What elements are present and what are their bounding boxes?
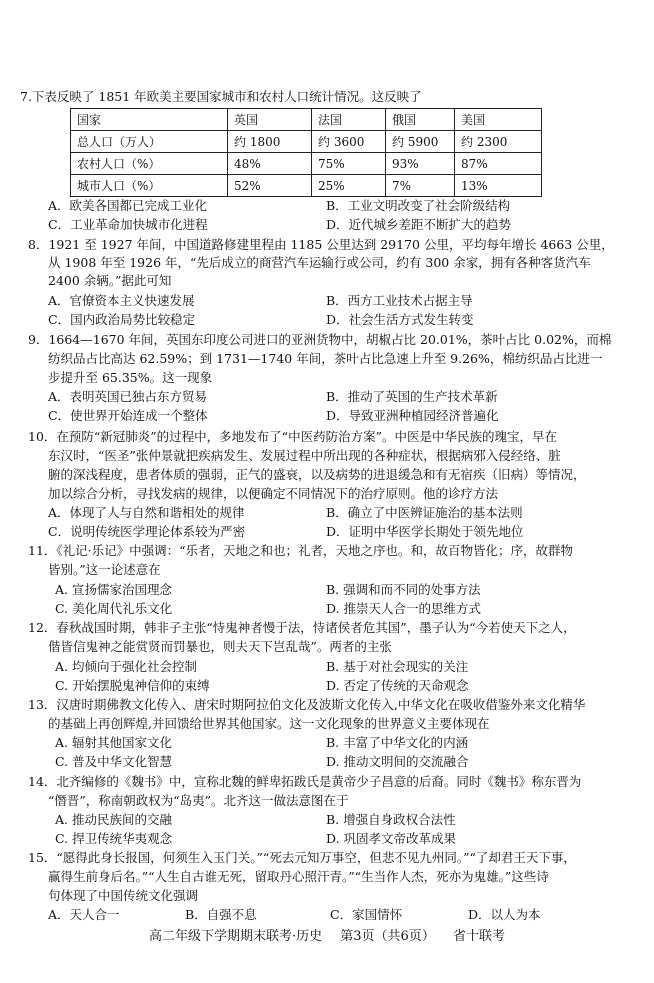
- q7-stem: 7.下表反映了 1851 年欧美主要国家城市和农村人口统计情况。这反映了: [20, 89, 422, 104]
- q14-option-d: D. 巩固孝文帝改革成果: [326, 831, 457, 846]
- q9-option-a: A．表明英国已独占东方贸易: [48, 389, 208, 404]
- q10-line-2: 东汉时，“医圣”张仲景就把疾病发生、发展过程中所出现的各种症状，根据病邪入侵经络、脏: [48, 448, 561, 463]
- q13-option-a: A. 辐射其他国家文化: [55, 735, 172, 750]
- q9-option-b: B．推动了英国的生产技术革新: [326, 389, 498, 404]
- q8-option-c: C．国内政治局势比较稳定: [48, 312, 196, 327]
- q14-option-c: C. 捍卫传统华夷观念: [55, 831, 173, 846]
- q7-option-d: D．近代城乡差距不断扩大的趋势: [326, 217, 512, 232]
- q15-option-d: D．以人为本: [468, 907, 541, 922]
- q15-line-3: 句体现了中国传统文化强调: [48, 888, 199, 903]
- table-cell: 国家: [71, 109, 228, 131]
- q11-option-d: D. 推崇天人合一的思维方式: [326, 601, 482, 616]
- q14-option-b: B. 增强自身政权合法性: [326, 812, 456, 827]
- q10-option-d: D．证明中华医学长期处于领先地位: [326, 524, 524, 539]
- q12-line-2: 偕皆信鬼神之能赏贤而罚暴也，则夫天下岂乱哉”。两者的主张: [48, 639, 392, 654]
- q15-line-1: 15．“愿得此身长报国，何须生入玉门关。”“死去元知万事空，但悲不见九州同。”“了却君王天下事，: [28, 850, 576, 865]
- q11-option-b: B. 强调和而不同的处事方法: [326, 582, 481, 597]
- population-table: [70, 108, 542, 197]
- q10-line-3: 腑的深浅程度，患者体质的强弱，正气的盛衰，以及病势的进退缓急和有无宿疾（旧病）等情况，: [48, 467, 586, 482]
- footer-org: 省十联考: [452, 929, 505, 944]
- table-cell: 48%: [228, 153, 312, 175]
- table-cell: 农村人口（%）: [71, 153, 228, 175]
- table-cell: 25%: [312, 175, 386, 197]
- q11-line-2: 皆别。”这一论述意在: [48, 562, 161, 577]
- table-cell: 7%: [386, 175, 455, 197]
- q11-line-1: 11．《礼记·乐记》中强调：“乐者，天地之和也；礼者，天地之序也。和，故百物皆化；序，故群物: [28, 543, 574, 558]
- table-cell: 约 2300: [455, 131, 542, 153]
- q9-line-2: 纺织品占比高达 62.59%；到 1731—1740 年间，茶叶占比急速上升至 9.26%，棉纺织品占比进一: [48, 351, 603, 366]
- footer-title: 高二年级下学期期末联考·历史: [149, 929, 323, 944]
- q9-option-d: D．导致亚洲种植园经济普遍化: [326, 408, 499, 423]
- page-footer: [0, 928, 654, 946]
- q13-option-c: C. 普及中华文化智慧: [55, 754, 173, 769]
- table-cell: 52%: [228, 175, 312, 197]
- q12-option-d: D. 否定了传统的天命观念: [326, 678, 469, 693]
- table-cell: 约 1800: [228, 131, 312, 153]
- q10-option-b: B．确立了中医辨证施治的基本法则: [326, 505, 523, 520]
- q7-option-b: B．工业文明改变了社会阶级结构: [326, 198, 511, 213]
- table-cell: 法国: [312, 109, 386, 131]
- table-row: [71, 153, 542, 175]
- table-cell: 约 3600: [312, 131, 386, 153]
- q15-option-c: C．家国情怀: [330, 907, 403, 922]
- table-cell: 俄国: [386, 109, 455, 131]
- q14-line-2: “僭晋”，称南朝政权为“岛夷”。北齐这一做法意图在于: [48, 793, 349, 808]
- q12-option-a: A. 均倾向于强化社会控制: [55, 659, 197, 674]
- table-cell: 美国: [455, 109, 542, 131]
- q10-line-1: 10．在预防“新冠肺炎”的过程中，多地发布了“中医药防治方案”。中医是中华民族的瑰宝，早在: [28, 429, 557, 444]
- table-cell: 75%: [312, 153, 386, 175]
- q9-line-1: 9．1664—1670 年间，英国东印度公司进口的亚洲货物中，胡椒占比 20.01%，茶叶占比 0.02%，而棉: [28, 332, 612, 347]
- table-cell: 英国: [228, 109, 312, 131]
- q8-line-1: 8．1921 至 1927 年间，中国道路修建里程由 1185 公里达到 29170 公里，平均每年增长 4663 公里，: [28, 237, 614, 252]
- q8-option-b: B．西方工业技术占据主导: [326, 293, 473, 308]
- table-cell: 城市人口（%）: [71, 175, 228, 197]
- table-cell: 约 5900: [386, 131, 455, 153]
- q9-option-c: C．使世界开始连成一个整体: [48, 408, 208, 423]
- q11-option-a: A. 宣扬儒家治国理念: [55, 582, 172, 597]
- q8-line-2: 从 1908 年至 1926 年，“先后成立的商营汽车运输行或公司，约有 300 余家，拥有各种客货汽车: [48, 255, 591, 270]
- q7-option-a: A．欧美各国都已完成工业化: [48, 198, 208, 213]
- q12-option-c: C. 开始摆脱鬼神信仰的束缚: [55, 678, 210, 693]
- q10-option-c: C．说明传统医学理论体系较为严密: [48, 524, 246, 539]
- q13-line-1: 13．汉唐时期佛教文化传入、唐宋时期阿拉伯文化及波斯文化传入,中华文化在吸收借鉴外来文化精华: [28, 697, 586, 712]
- q10-line-4: 加以综合分析，寻找发病的规律，以便确定不同情况下的治疗原则。他的诊疗方法: [48, 486, 499, 501]
- table-row: [71, 131, 542, 153]
- q12-line-1: 12．春秋战国时期，韩非子主张“恃鬼神者慢于法，恃诸侯者危其国”，墨子认为“今若使天下之人，: [28, 620, 576, 635]
- table-cell: 总人口（万人）: [71, 131, 228, 153]
- table-header-row: [71, 109, 542, 131]
- q13-option-d: D. 推动文明间的交流融合: [326, 754, 469, 769]
- table-row: [71, 175, 542, 197]
- q8-option-d: D．社会生活方式发生转变: [326, 312, 474, 327]
- q14-option-a: A. 推动民族间的交融: [55, 812, 172, 827]
- q14-line-1: 14．北齐编修的《魏书》中，宣称北魏的鲜卑拓跋氏是黄帝少子昌意的后裔。同时《魏书》称东晋为: [28, 774, 582, 789]
- table-cell: 93%: [386, 153, 455, 175]
- q7-option-c: C．工业革命加快城市化进程: [48, 217, 208, 232]
- q13-option-b: B. 丰富了中华文化的内涵: [326, 735, 469, 750]
- q12-option-b: B. 基于对社会现实的关注: [326, 659, 469, 674]
- q15-line-2: 赢得生前身后名。”“人生自古谁无死，留取丹心照汗青。”“生当作人杰，死亦为鬼雄。”这些诗: [48, 869, 549, 884]
- table-cell: 87%: [455, 153, 542, 175]
- table-cell: 13%: [455, 175, 542, 197]
- q9-line-3: 步提升至 65.35%。这一现象: [48, 370, 213, 385]
- q8-option-a: A．官僚资本主义快速发展: [48, 293, 195, 308]
- q11-option-c: C. 美化周代礼乐文化: [55, 601, 173, 616]
- q15-option-a: A．天人合一: [48, 907, 120, 922]
- q10-option-a: A．体现了人与自然和谐相处的规律: [48, 505, 245, 520]
- q13-line-2: 的基础上再创辉煌,并回馈给世界其他国家。这一文化现象的世界意义主要体现在: [48, 716, 490, 731]
- q8-line-3: 2400 余辆。”据此可知: [48, 273, 172, 288]
- q15-option-b: B．自强不息: [185, 907, 257, 922]
- footer-page-number: 第3页（共6页）: [340, 929, 435, 944]
